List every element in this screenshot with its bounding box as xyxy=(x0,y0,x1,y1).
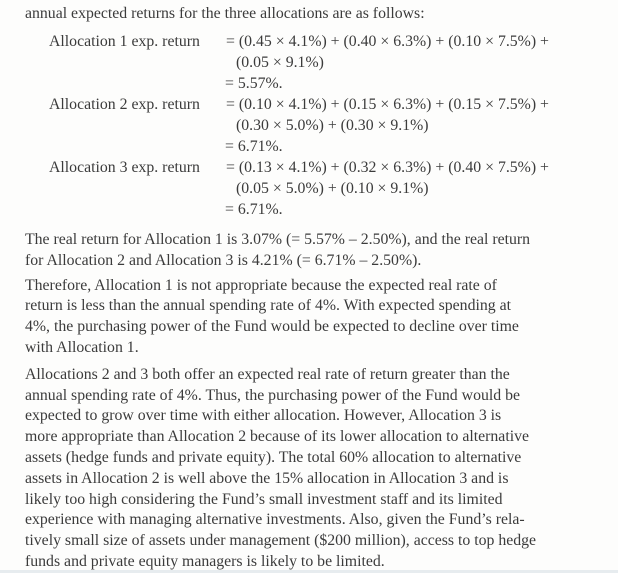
equation-allocation-2 xyxy=(25,94,618,157)
text-line: 4%, the purchasing power of the Fund would be expected to decline over time xyxy=(25,318,519,336)
equation-allocation-1 xyxy=(25,31,618,94)
equation-continuation: (0.05 × 5.0%) + (0.10 × 9.1%) xyxy=(236,180,429,197)
equation-label: Allocation 1 exp. return xyxy=(49,33,200,50)
intro-line: annual expected returns for the three allocations are as follows: xyxy=(25,5,425,22)
equation-line xyxy=(25,94,618,115)
text-line: The real return for Allocation 1 is 3.07% (= 5.57% – 2.50%), and the real return xyxy=(25,231,531,248)
text-line: expected to grow over time with either allocation. However, Allocation 3 is xyxy=(25,407,502,425)
text-line: return is less than the annual spending rate of 4%. With expected spending at xyxy=(25,297,512,315)
text-line: funds and private equity managers is likely to be limited. xyxy=(25,552,385,570)
equation-result: = 6.71%. xyxy=(225,138,283,155)
text-line: assets (hedge funds and private equity). The total 60% allocation to alternative xyxy=(25,448,522,466)
text-line: experience with managing alternative investments. Also, given the Fund’s rela- xyxy=(25,511,525,529)
text-line: assets in Allocation 2 is well above the 15% allocation in Allocation 3 and is xyxy=(25,469,509,487)
equation-expression: = (0.13 × 4.1%) + (0.32 × 6.3%) + (0.40 × 7.5%) + xyxy=(226,159,549,176)
equation-line xyxy=(25,157,618,178)
equation-expression: = (0.45 × 4.1%) + (0.40 × 6.3%) + (0.10 × 7.5%) + xyxy=(226,33,549,50)
equation-result: = 6.71%. xyxy=(225,201,283,218)
text-line: more appropriate than Allocation 2 because of its lower allocation to alternative xyxy=(25,428,530,446)
text-line: for Allocation 2 and Allocation 3 is 4.21% (= 6.71% – 2.50%). xyxy=(25,251,422,269)
text-line: Allocations 2 and 3 both offer an expected real rate of return greater than the xyxy=(25,365,510,383)
equation-block xyxy=(25,31,618,220)
paragraph-allocations-2-3-comparison xyxy=(25,365,618,573)
paragraph-real-return-summary xyxy=(25,230,618,272)
equation-label: Allocation 2 exp. return xyxy=(49,96,200,113)
equation-line xyxy=(25,31,618,52)
equation-label: Allocation 3 exp. return xyxy=(49,159,200,176)
text-line: annual spending rate of 4%. Thus, the purchasing power of the Fund would be xyxy=(25,386,521,404)
equation-expression: = (0.10 × 4.1%) + (0.15 × 6.3%) + (0.15 × 7.5%) + xyxy=(226,96,549,113)
text-line: tively small size of assets under management ($200 million), access to top hedge xyxy=(25,532,537,550)
equation-allocation-3 xyxy=(25,157,618,220)
paragraph-allocation-1-assessment xyxy=(25,276,618,359)
text-line: Therefore, Allocation 1 is not appropriate because the expected real rate of xyxy=(25,276,497,294)
equation-result: = 5.57%. xyxy=(225,75,283,92)
equation-continuation: (0.30 × 5.0%) + (0.30 × 9.1%) xyxy=(236,117,429,134)
equation-continuation: (0.05 × 9.1%) xyxy=(236,54,324,71)
text-line: with Allocation 1. xyxy=(25,338,139,356)
text-line: likely too high considering the Fund’s small investment staff and its limited xyxy=(25,490,503,508)
